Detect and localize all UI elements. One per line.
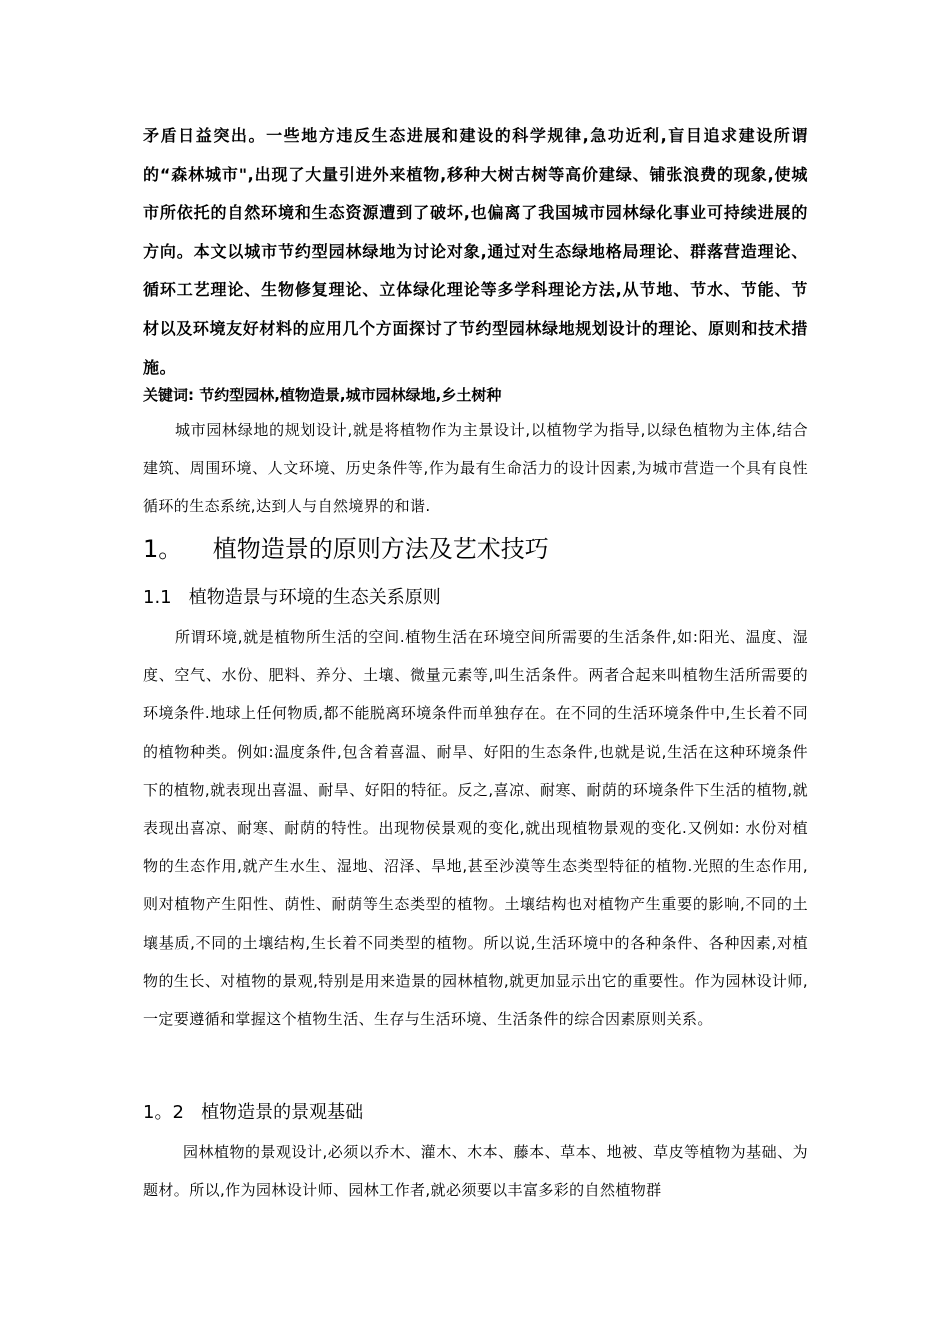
keywords-line: 关键词: 节约型园林,植物造景,城市园林绿地,乡土树种 — [143, 386, 502, 404]
section-1-1-paragraph: 所谓环境,就是植物所生活的空间.植物生活在环境空间所需要的生活条件,如:阳光、温度、湿度、空气、水份、肥料、养分、土壤、微量元素等,叫生活条件。两者合起来叫植物生活所需要的环境条件.地球上任何物质,都不能脱离环境条件而单独存在。在不同的生活环境条件中,生长着不同的植物种类。例如:温度条件,包含着喜温、耐旱、好阳的生态条件,也就是说,生活在这种环境条件下的植物,就表现出喜温、耐旱、好阳的特征。反之,喜凉、耐寒、耐荫的环境条件下生活的植物,就表现出喜凉、耐寒、耐荫的特性。出现物侯景观的变化,就出现植物景观的变化.又例如: 水份对植物的生态作用,就产生水生、湿地、沼泽、旱地,甚至沙漠等生态类型特征的植物.光照的生态作用,则对植物产生阳性、荫性、耐荫等生态类型的植物。土壤结构也对植物产生重要的影响,不同的土壤基质,不同的土壤结构,生长着不同类型的植物。所以说,生活环境中的各种条件、各种因素,对植物的生长、对植物的景观,特别是用来造景的园林植物,就更加显示出它的重要性。作为园林设计师,一定要遵循和掌握这个植物生活、生存与生活环境、生活条件的综合因素原则关系。 — [143, 628, 808, 1029]
section-1-2-paragraph: 园林植物的景观设计,必须以乔木、灌木、木本、藤本、草本、地被、草皮等植物为基础、为题材。所以,作为园林设计师、园林工作者,就必须要以丰富多彩的自然植物群 — [143, 1143, 808, 1199]
abstract-paragraph: 矛盾日益突出。一些地方违反生态进展和建设的科学规律,急功近利,盲目追求建设所谓的“森林城市",出现了大量引进外来植物,移种大树古树等高价建绿、铺张浪费的现象,使城市所依托的自然环境和生态资源遭到了破坏,也偏离了我国城市园林绿化事业可持续进展的方向。本文以城市节约型园林绿地为讨论对象,通过对生态绿地格局理论、群落营造理论、循环工艺理论、生物修复理论、立体绿化理论等多学科理论方法,从节地、节水、节能、节材以及环境友好材料的应用几个方面探讨了节约型园林绿地规划设计的理论、原则和技术措施。 — [143, 126, 808, 377]
section-1-heading: 1。 植物造景的原则方法及艺术技巧 — [143, 535, 549, 563]
section-1-2-heading: 1。2 植物造景的景观基础 — [143, 1102, 364, 1123]
intro-paragraph: 城市园林绿地的规划设计,就是将植物作为主景设计,以植物学为指导,以绿色植物为主体,结合建筑、周围环境、人文环境、历史条件等,作为最有生命活力的设计因素,为城市营造一个具有良性循环的生态系统,达到人与自然境界的和谐. — [143, 421, 808, 515]
section-1-1-heading: 1.1 植物造景与环境的生态关系原则 — [143, 587, 441, 608]
